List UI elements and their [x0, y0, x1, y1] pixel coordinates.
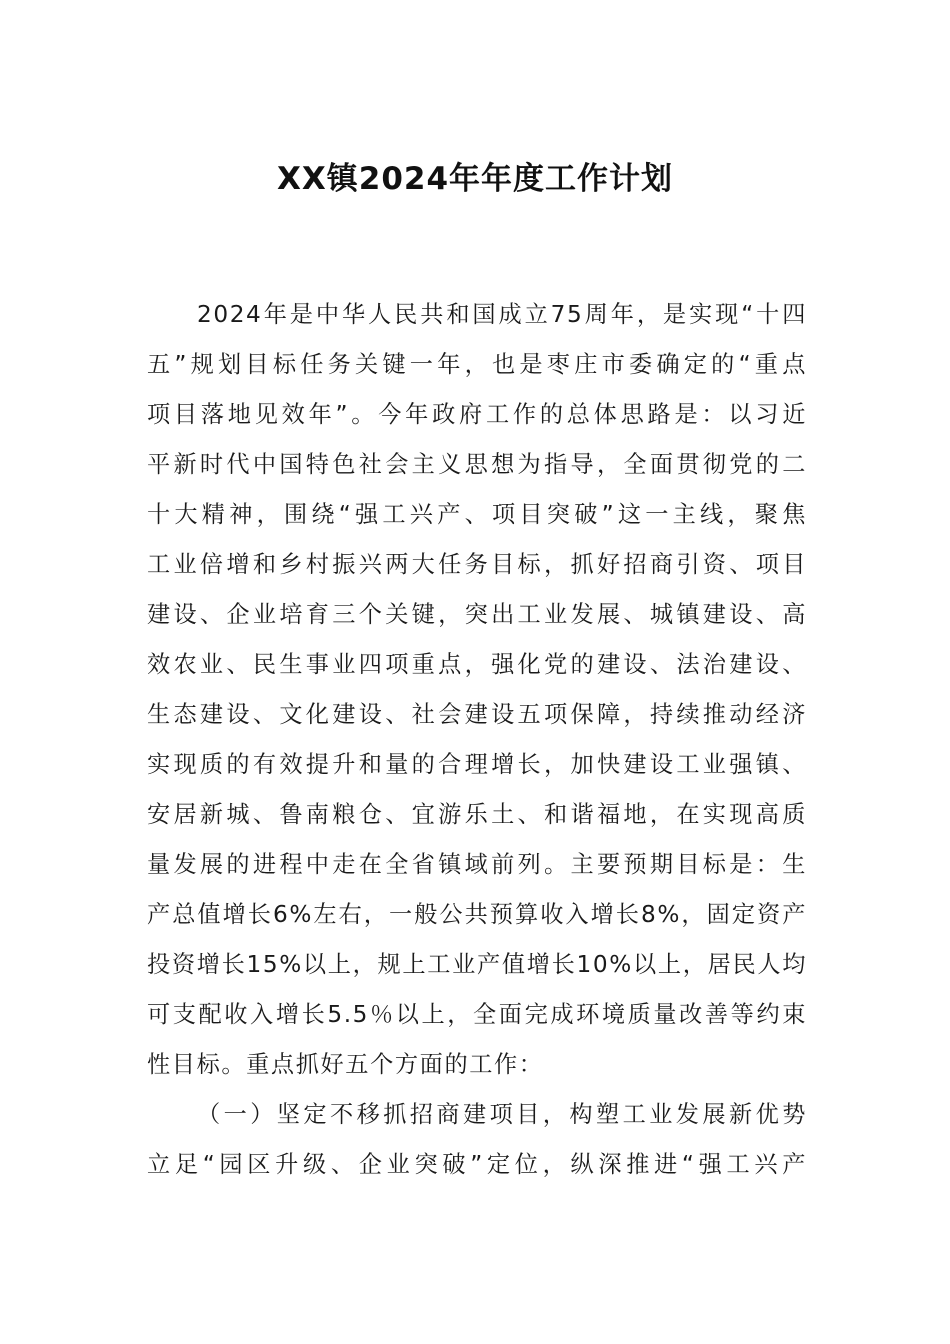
paragraph-line: 效农业、民生事业四项重点，强化党的建设、法治建设、: [147, 651, 807, 678]
paragraph-line: 十大精神，围绕“强工兴产、项目突破”这一主线，聚焦: [147, 501, 807, 528]
paragraph-line: 平新时代中国特色社会主义思想为指导，全面贯彻党的二: [147, 451, 807, 478]
paragraph-line: 项目落地见效年”。今年政府工作的总体思路是：以习近: [147, 401, 807, 428]
section-heading: （一）坚定不移抓招商建项目，构塑工业发展新优势: [197, 1101, 807, 1128]
paragraph-line: 实现质的有效提升和量的合理增长，加快建设工业强镇、: [147, 751, 807, 778]
paragraph-line: 可支配收入增长5.5％以上，全面完成环境质量改善等约束: [147, 1001, 807, 1028]
document-body: [147, 290, 807, 1190]
paragraph-line: 量发展的进程中走在全省镇域前列。主要预期目标是：生: [147, 851, 807, 878]
paragraph-line: 五”规划目标任务关键一年，也是枣庄市委确定的“重点: [147, 351, 807, 378]
paragraph-line: 立足“园区升级、企业突破”定位，纵深推进“强工兴产: [147, 1151, 807, 1178]
paragraph-line: 投资增长15%以上，规上工业产值增长10%以上，居民人均: [147, 951, 807, 978]
paragraph-line: 工业倍增和乡村振兴两大任务目标，抓好招商引资、项目: [147, 551, 807, 578]
paragraph-line: 2024年是中华人民共和国成立75周年，是实现“十四: [197, 301, 807, 328]
paragraph-line: 性目标。重点抓好五个方面的工作：: [147, 1051, 544, 1078]
paragraph-line: 建设、企业培育三个关键，突出工业发展、城镇建设、高: [147, 601, 807, 628]
paragraph-line: 生态建设、文化建设、社会建设五项保障，持续推动经济: [147, 701, 807, 728]
paragraph-line: 安居新城、鲁南粮仓、宜游乐土、和谐福地，在实现高质: [147, 801, 807, 828]
document-title: XX镇2024年年度工作计划: [276, 161, 674, 197]
paragraph-line: 产总值增长6%左右，一般公共预算收入增长8%，固定资产: [147, 901, 807, 928]
